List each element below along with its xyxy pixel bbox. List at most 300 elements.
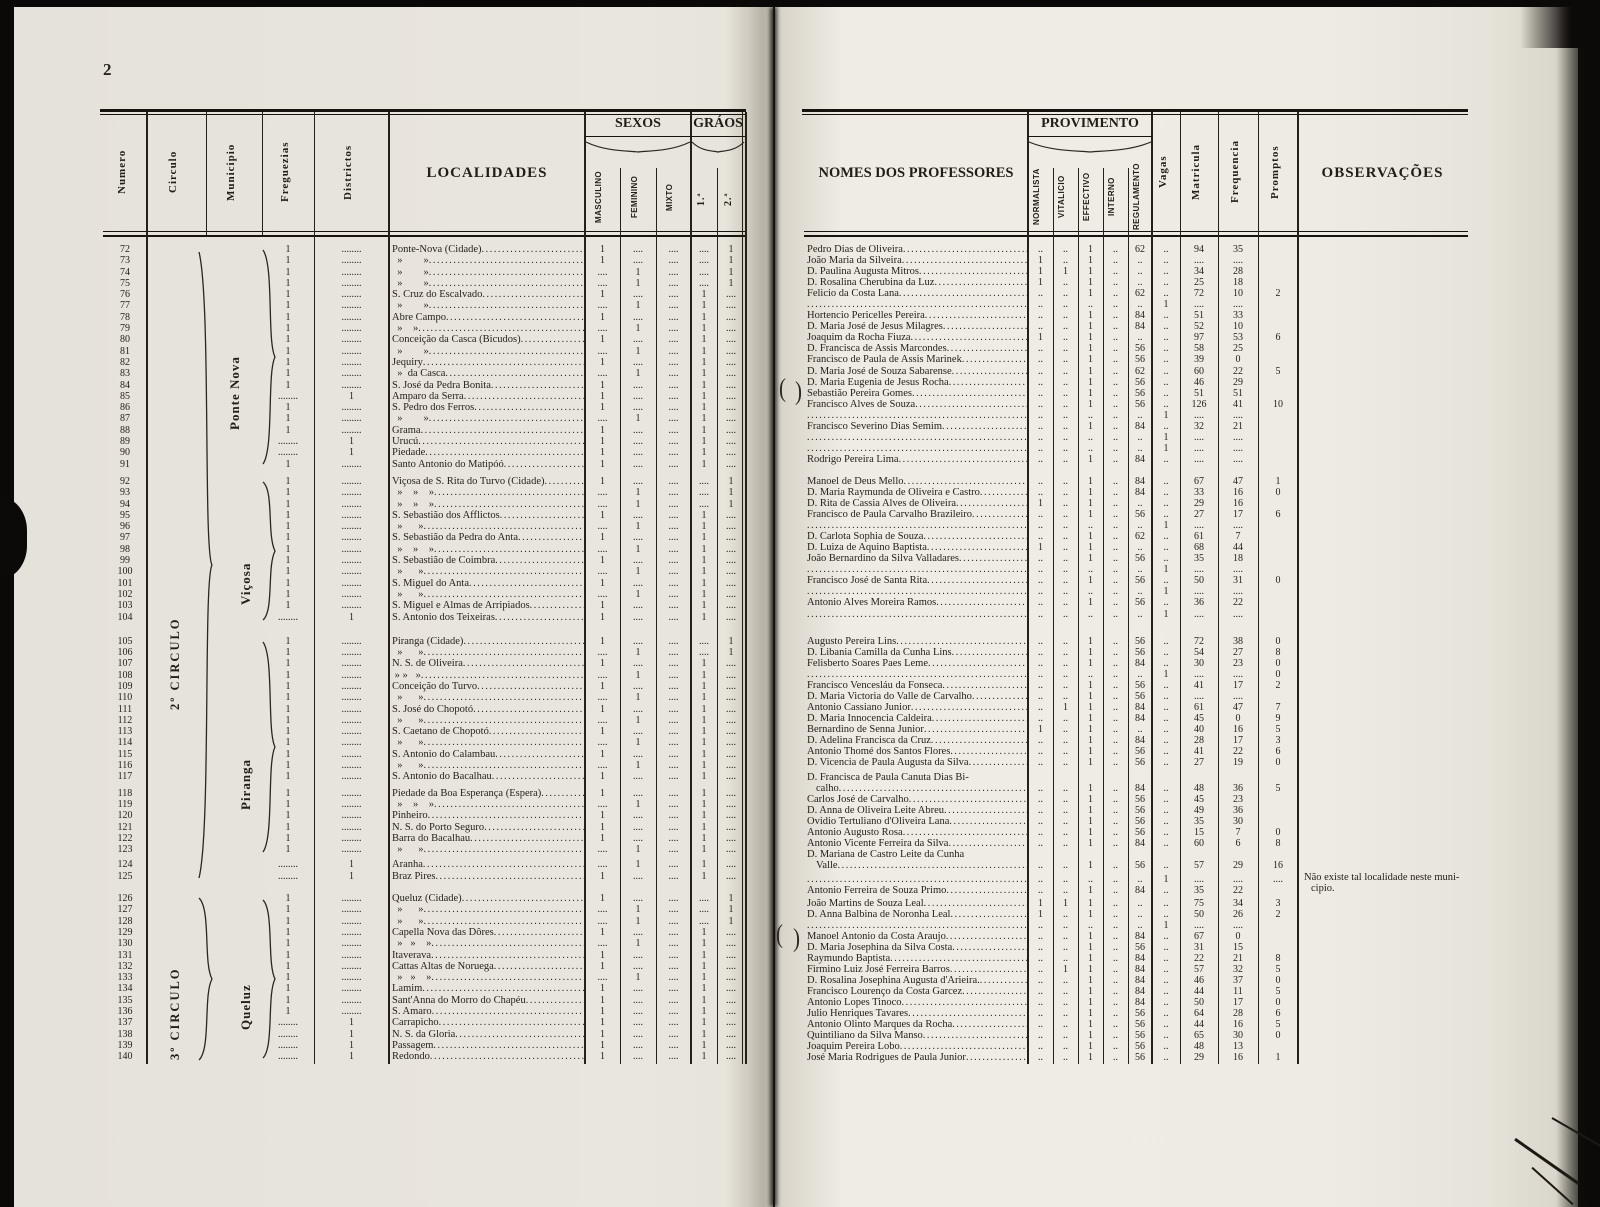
dot-leader: [423, 859, 585, 870]
name-cell: [389, 278, 585, 289]
numero-cell: 128: [117, 915, 133, 927]
grao1-cell: 1: [701, 810, 707, 822]
promptos-cell: 0: [1275, 668, 1281, 680]
dot-leader: [923, 531, 1028, 542]
effectivo-cell: ..: [1088, 409, 1093, 421]
normalista-cell: ..: [1038, 299, 1043, 311]
grao1-cell: 1: [701, 714, 707, 726]
matricula-cell: 97: [1194, 332, 1204, 344]
frequencia-cell: ....: [1233, 873, 1243, 885]
vitalicio-cell: ..: [1063, 930, 1068, 942]
vitalicio-cell: ..: [1063, 908, 1068, 920]
table-row: [804, 658, 1298, 669]
matricula-cell: 60: [1194, 365, 1204, 377]
dot-leader: [936, 597, 1028, 608]
normalista-cell: ..: [1038, 1008, 1043, 1020]
districtos-cell: ........: [341, 402, 362, 414]
label: Redondo: [392, 1051, 430, 1063]
feminino-cell: 1: [635, 566, 641, 578]
label: Manoel Antonio da Costa Araujo: [807, 930, 946, 942]
numero-cell: 98: [120, 543, 130, 555]
promptos-cell: [1258, 277, 1298, 288]
feminino-cell: ....: [633, 635, 643, 647]
label: Ponte-Nova (Cidade): [392, 244, 482, 255]
grao1-cell: 1: [701, 960, 707, 972]
feminino-cell: ....: [633, 703, 643, 715]
table-row: [804, 388, 1298, 399]
masculino-cell: 1: [600, 1017, 605, 1029]
freguezias-cell: 1: [285, 821, 291, 833]
interno-cell: ..: [1113, 757, 1118, 769]
regulamento-cell: ..: [1137, 431, 1143, 443]
name-cell: [804, 909, 1028, 920]
header-mixto: MIXTO: [665, 183, 674, 211]
effectivo-cell: ..: [1088, 668, 1093, 680]
freguezias-cell: 1: [285, 832, 291, 844]
districtos-cell: ........: [341, 277, 362, 289]
table-row: [804, 277, 1298, 288]
grao2-cell: ....: [726, 771, 736, 783]
mixto-cell: ....: [668, 390, 679, 402]
label: Francisco Lourenço da Costa Garcez: [807, 986, 963, 997]
districtos-cell: ........: [341, 577, 362, 589]
promptos-cell: 5: [1275, 723, 1281, 735]
label: Felisberto Soares Paes Leme: [807, 657, 929, 669]
freguezias-cell: ........: [278, 447, 298, 459]
vagas-cell: ..: [1163, 908, 1169, 920]
frequencia-cell: ....: [1233, 442, 1243, 454]
vitalicio-cell: ..: [1063, 1019, 1068, 1031]
normalista-cell: ..: [1038, 986, 1043, 997]
matricula-cell: 46: [1194, 974, 1204, 986]
vagas-cell: ..: [1163, 1019, 1169, 1031]
masculino-cell: 1: [600, 926, 605, 938]
cell: [1028, 849, 1053, 860]
dot-leader: [545, 476, 586, 487]
grao1-cell: 1: [701, 458, 707, 470]
dot-leader: [969, 757, 1028, 768]
label: D. Libania Camilla da Cunha Lins: [807, 646, 952, 658]
dot-leader: [489, 726, 585, 737]
districtos-cell: ........: [341, 498, 362, 510]
table-row: [804, 909, 1298, 920]
grao2-cell: 1: [728, 255, 734, 267]
label: » »: [392, 714, 424, 726]
vagas-cell: ..: [1163, 553, 1169, 565]
dot-leader: [429, 278, 585, 289]
left-header-bottom-rule: [103, 235, 746, 237]
feminino-cell: 1: [635, 300, 641, 312]
regulamento-cell: 56: [1135, 1041, 1145, 1053]
grao1-cell: 1: [701, 345, 707, 357]
dot-leader: [424, 844, 586, 855]
districtos-cell: ........: [341, 703, 362, 715]
matricula-cell: 75: [1194, 897, 1204, 909]
feminino-cell: ....: [633, 960, 643, 972]
matricula-cell: 94: [1194, 244, 1204, 255]
vagas-cell: ..: [1163, 321, 1169, 333]
grao2-cell: ....: [726, 983, 736, 995]
name-cell: [389, 267, 585, 278]
name-cell: [389, 346, 585, 357]
header-municipio: Municipio: [225, 143, 237, 201]
grao2-cell: 1: [728, 893, 734, 905]
feminino-cell: ....: [633, 424, 643, 436]
frequencia-cell: 17: [1233, 509, 1243, 521]
table-row: [804, 975, 1298, 986]
frequencia-cell: 41: [1233, 398, 1243, 410]
normalista-cell: ..: [1038, 564, 1043, 576]
name-cell: [389, 737, 585, 748]
mixto-cell: ....: [668, 635, 679, 647]
vitalicio-cell: ..: [1063, 635, 1068, 647]
numero-cell: 114: [117, 737, 133, 749]
frequencia-cell: 27: [1233, 646, 1243, 658]
grao2-cell: ....: [726, 588, 736, 600]
vitalicio-cell: ..: [1063, 586, 1068, 598]
promptos-cell: [1258, 377, 1298, 388]
interno-cell: ..: [1113, 712, 1118, 724]
label: D. Rita de Cassia Alves de Oliveira: [807, 498, 957, 510]
numero-cell: 106: [117, 647, 133, 659]
masculino-cell: ....: [597, 266, 608, 278]
grao2-cell: ....: [726, 810, 736, 822]
name-cell: [389, 938, 585, 949]
freguezias-cell: 1: [285, 600, 291, 612]
matricula-cell: ....: [1194, 453, 1204, 465]
label: D. Mariana de Castro Leite da Cunha: [807, 849, 965, 861]
effectivo-cell: 1: [1088, 646, 1093, 658]
frequencia-cell: 30: [1233, 1030, 1243, 1042]
masculino-cell: 1: [600, 949, 605, 961]
vagas-cell: ..: [1163, 884, 1169, 896]
districtos-cell: 1: [349, 447, 354, 459]
grao1-cell: 1: [701, 658, 707, 670]
effectivo-cell: 1: [1088, 1019, 1093, 1031]
label: Passagem: [392, 1039, 434, 1051]
regulamento-cell: 56: [1135, 757, 1145, 769]
feminino-cell: ....: [633, 994, 643, 1006]
label: Hortencio Pericelles Pereira: [807, 310, 925, 322]
table-row: [804, 321, 1298, 332]
mixto-cell: ....: [668, 1039, 679, 1051]
feminino-cell: ....: [633, 311, 643, 323]
dot-leader: [484, 822, 585, 833]
vagas-cell: ..: [1163, 486, 1169, 498]
dot-leader: [962, 354, 1028, 365]
regulamento-cell: ..: [1137, 723, 1143, 735]
name-cell: [804, 986, 1028, 997]
masculino-cell: 1: [600, 402, 605, 414]
header-numero: Numero: [116, 149, 128, 195]
vagas-cell: ..: [1163, 963, 1169, 975]
dot-leader: [942, 421, 1028, 432]
mixto-cell: ....: [668, 703, 679, 715]
mixto-cell: ....: [668, 748, 679, 760]
freguezias-cell: 1: [285, 635, 291, 647]
regulamento-cell: 56: [1135, 679, 1145, 691]
grao2-cell: ....: [726, 748, 736, 760]
name-cell: [804, 874, 1028, 885]
grao2-cell: ....: [726, 938, 736, 950]
mixto-cell: ....: [668, 356, 679, 368]
normalista-cell: ..: [1038, 420, 1043, 432]
numero-cell: 102: [117, 588, 133, 600]
districtos-cell: 1: [349, 611, 354, 623]
name-cell: [804, 658, 1028, 669]
name-cell: [804, 586, 1028, 597]
normalista-cell: 1: [1038, 332, 1043, 344]
name-cell: [804, 997, 1028, 1008]
feminino-cell: ....: [633, 771, 643, 783]
table-row: [804, 898, 1298, 909]
grao1-cell: 1: [701, 323, 707, 335]
label: N. S. do Porto Seguro: [392, 821, 485, 833]
regulamento-cell: 84: [1135, 701, 1145, 713]
name-cell: [804, 531, 1028, 542]
normalista-cell: ..: [1038, 288, 1043, 300]
label: Antonio Vicente Ferreira da Silva: [807, 838, 949, 850]
masculino-cell: 1: [600, 726, 605, 738]
frequencia-cell: 10: [1233, 321, 1243, 333]
header-provimento: PROVIMENTO: [1041, 116, 1139, 131]
grao1-cell: 1: [701, 588, 707, 600]
effectivo-cell: 1: [1088, 266, 1093, 278]
numero-cell: 97: [120, 532, 130, 544]
vitalicio-cell: ..: [1063, 986, 1068, 997]
effectivo-cell: 1: [1088, 723, 1093, 735]
name-cell: [389, 636, 585, 647]
grao2-cell: ....: [726, 521, 736, 533]
normalista-cell: ..: [1038, 884, 1043, 896]
frequencia-cell: 15: [1233, 941, 1243, 953]
label: Antonio Alves Moreira Ramos: [807, 597, 937, 609]
name-cell: [389, 715, 585, 726]
name-cell: [389, 1029, 585, 1040]
numero-cell: 125: [117, 870, 133, 882]
name-cell: [804, 898, 1028, 909]
group-brace: [262, 640, 276, 854]
dot-leader: [482, 289, 585, 300]
effectivo-cell: 1: [1088, 597, 1093, 609]
vagas-cell: ..: [1163, 635, 1169, 647]
label: D. Rosalina Cherubina da Luz: [807, 277, 935, 289]
table-row: [804, 288, 1298, 299]
label: Valle: [816, 860, 838, 872]
regulamento-cell: 84: [1135, 420, 1145, 432]
feminino-cell: ....: [633, 726, 643, 738]
grao2-cell: ....: [726, 1028, 736, 1040]
label: Manoel de Deus Mello: [807, 475, 904, 487]
name-cell: [389, 972, 585, 983]
label: » » »: [392, 972, 432, 984]
mixto-cell: ....: [668, 509, 679, 521]
dot-leader: [911, 702, 1028, 713]
masculino-cell: ....: [597, 737, 608, 749]
frequencia-cell: 16: [1233, 1019, 1243, 1031]
vagas-cell: ..: [1163, 255, 1169, 267]
masculino-cell: ....: [597, 487, 608, 499]
districtos-cell: ........: [341, 379, 362, 391]
grao1-cell: 1: [701, 1006, 707, 1017]
effectivo-cell: 1: [1088, 897, 1093, 909]
matricula-cell: 44: [1194, 1019, 1204, 1031]
districtos-cell: ........: [341, 368, 362, 380]
normalista-cell: ..: [1038, 668, 1043, 680]
table-row: [804, 838, 1298, 849]
circulo-label-2: 2º CIRCULO: [168, 617, 182, 710]
name-cell: [389, 300, 585, 311]
numero-cell: 77: [120, 300, 130, 312]
frequencia-cell: 51: [1233, 387, 1243, 399]
left-table-right-rule: [745, 112, 747, 1064]
freguezias-cell: 1: [285, 588, 291, 600]
grao2-cell: ....: [726, 1017, 736, 1029]
freguezias-cell: ........: [278, 1051, 298, 1063]
districtos-cell: ........: [341, 994, 362, 1006]
label: Piedade da Boa Esperança (Espera): [392, 787, 542, 799]
masculino-cell: 1: [600, 658, 605, 670]
grao1-cell: 1: [701, 832, 707, 844]
name-cell: [804, 794, 1028, 805]
promptos-cell: [1258, 805, 1298, 816]
grao1-cell: ....: [699, 255, 709, 267]
regulamento-cell: ..: [1137, 586, 1143, 598]
grao1-cell: 1: [701, 680, 707, 692]
grao1-cell: 1: [701, 972, 707, 984]
freguezias-cell: 1: [285, 669, 291, 681]
grao1-cell: 1: [701, 760, 707, 772]
promptos-cell: ....: [1273, 873, 1283, 885]
masculino-cell: ....: [597, 498, 608, 510]
matricula-cell: 30: [1194, 657, 1204, 669]
name-cell: [389, 961, 585, 972]
label: S. Antonio do Bacalhau: [392, 771, 492, 783]
table-row: [804, 597, 1298, 608]
numero-cell: 127: [117, 904, 133, 916]
table-row: [804, 964, 1298, 975]
matricula-cell: 46: [1194, 376, 1204, 388]
frequencia-cell: ....: [1233, 586, 1243, 598]
vitalicio-cell: ..: [1063, 398, 1068, 410]
masculino-cell: ....: [597, 915, 608, 927]
promptos-cell: [1258, 443, 1298, 454]
freguezias-cell: 1: [285, 760, 291, 772]
grao2-cell: 1: [728, 647, 734, 659]
masculino-cell: 1: [600, 983, 605, 995]
name-cell: [804, 366, 1028, 377]
effectivo-cell: ..: [1088, 586, 1093, 598]
freguezias-cell: 1: [285, 509, 291, 521]
mixto-cell: ....: [668, 787, 679, 799]
frequencia-cell: 0: [1235, 930, 1241, 942]
freguezias-cell: 1: [285, 737, 291, 749]
regulamento-cell: 84: [1135, 712, 1145, 724]
dot-leader: [902, 997, 1028, 1008]
vitalicio-cell: ..: [1063, 564, 1068, 576]
label: S. Pedro dos Ferros: [392, 402, 475, 414]
effectivo-cell: 1: [1088, 553, 1093, 565]
feminino-cell: ....: [633, 390, 643, 402]
promptos-cell: 0: [1275, 635, 1281, 647]
name-cell: [804, 564, 1028, 575]
matricula-cell: 50: [1194, 908, 1204, 920]
masculino-cell: 1: [600, 390, 605, 402]
name-cell: [804, 332, 1028, 343]
mixto-cell: ....: [668, 300, 679, 312]
effectivo-cell: ..: [1088, 608, 1093, 620]
label: Barra do Bacalhau: [392, 832, 471, 844]
table-row: [804, 266, 1298, 277]
dot-leader: [807, 669, 1028, 680]
frequencia-cell: 7: [1235, 531, 1241, 543]
districtos-cell: 1: [349, 436, 354, 448]
grao1-cell: 1: [701, 844, 707, 856]
grao1-cell: 1: [701, 669, 707, 681]
freguezias-cell: 1: [285, 555, 291, 567]
normalista-cell: ..: [1038, 398, 1043, 410]
name-cell: [389, 334, 585, 345]
vagas-cell: 1: [1163, 668, 1169, 680]
numero-cell: 122: [117, 832, 133, 844]
label: Amparo da Serra: [392, 390, 464, 402]
vitalicio-cell: ..: [1063, 997, 1068, 1009]
table-row: [804, 575, 1298, 586]
name-cell: [804, 1030, 1028, 1041]
normalista-cell: ..: [1038, 586, 1043, 598]
observation-note: [1304, 872, 1566, 894]
masculino-cell: 1: [600, 475, 605, 487]
effectivo-cell: 1: [1088, 1030, 1093, 1042]
table-row: [804, 816, 1298, 827]
dot-leader: [424, 715, 586, 726]
matricula-cell: 27: [1194, 509, 1204, 521]
districtos-cell: ........: [341, 555, 362, 567]
promptos-cell: 0: [1275, 1030, 1281, 1042]
vagas-cell: 1: [1163, 608, 1169, 620]
name-cell: [804, 343, 1028, 354]
table-row: [804, 1019, 1298, 1030]
grao1-cell: 1: [701, 1028, 707, 1040]
promptos-cell: [1258, 343, 1298, 354]
name-cell: [389, 1051, 585, 1062]
matricula-cell: 57: [1194, 860, 1204, 872]
promptos-cell: 6: [1275, 1008, 1281, 1020]
dot-leader: [424, 737, 586, 748]
grao1-cell: 1: [701, 424, 707, 436]
mixto-cell: ....: [668, 844, 679, 856]
regulamento-cell: ..: [1137, 897, 1143, 909]
interno-cell: ..: [1113, 597, 1118, 609]
table-row: [804, 586, 1298, 597]
left-table-top-rule-thin: [100, 114, 746, 115]
grao2-cell: 1: [728, 266, 734, 278]
masculino-cell: 1: [600, 771, 605, 783]
binding-thread-mark: (: [776, 918, 783, 949]
numero-cell: 76: [120, 289, 130, 301]
dot-leader: [807, 609, 1028, 620]
feminino-cell: ....: [633, 289, 643, 301]
feminino-cell: 1: [635, 692, 641, 704]
dot-leader: [931, 735, 1028, 746]
name-cell: [389, 391, 585, 402]
grao1-cell: 1: [701, 692, 707, 704]
table-row: [804, 354, 1298, 365]
dot-leader: [500, 510, 585, 521]
vagas-cell: ..: [1163, 365, 1169, 377]
name-cell: [804, 669, 1028, 680]
cell: [1078, 849, 1103, 860]
